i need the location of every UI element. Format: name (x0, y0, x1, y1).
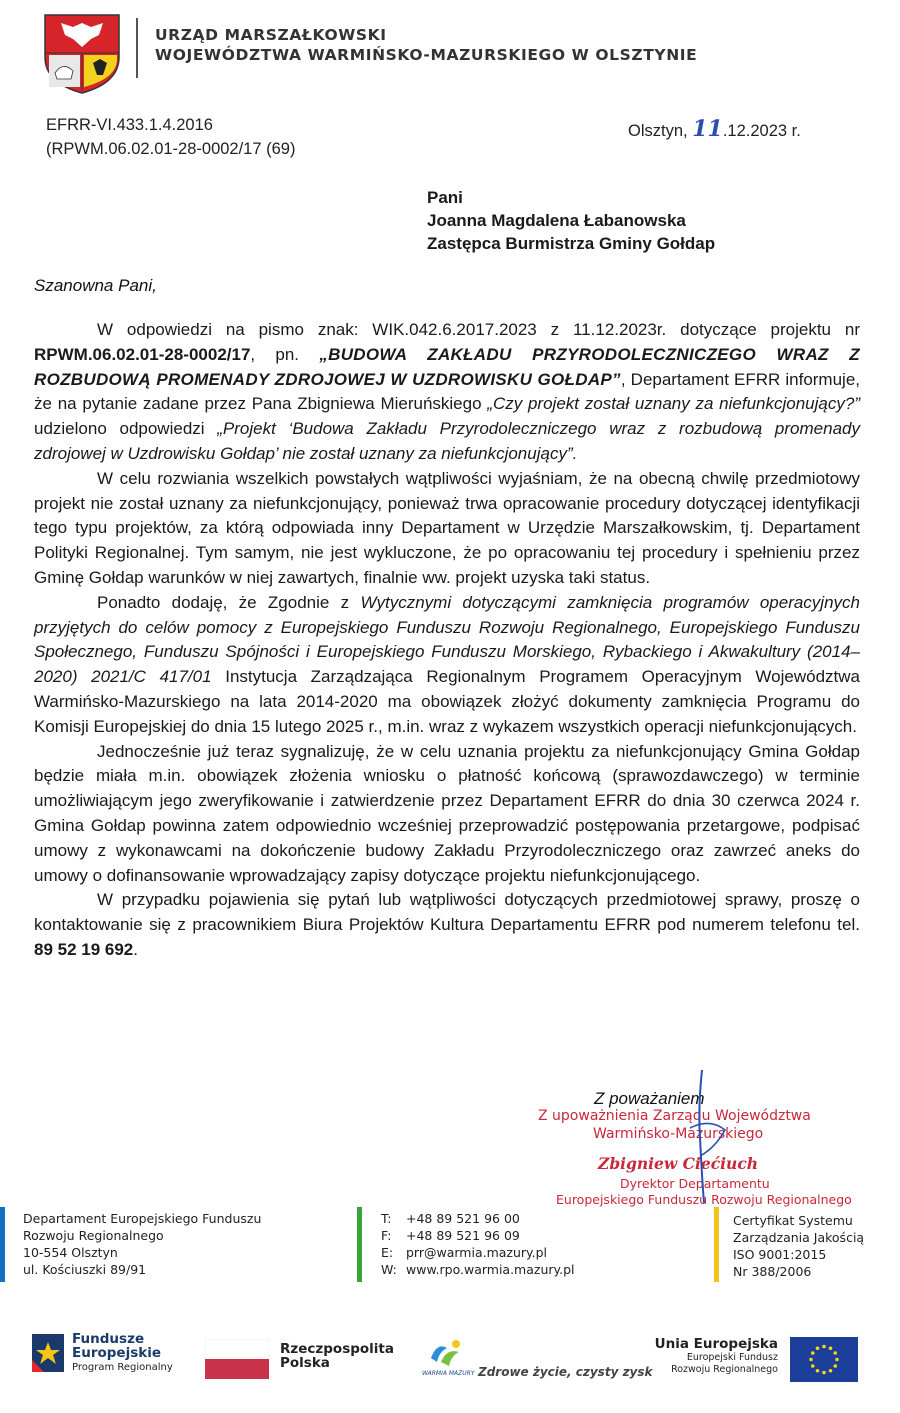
fundusze-europejskie-logo (30, 1330, 66, 1376)
footer-department: Departament Europejskiego Funduszu Rozwoju Regionalnego 10-554 Olsztyn ul. Kościuszki 89/91 (23, 1211, 262, 1277)
coat-of-arms-logo (43, 13, 121, 95)
letter-date (628, 116, 801, 142)
footer-contact (381, 1210, 575, 1278)
eu-flag-icon (790, 1337, 858, 1382)
footer-bar-yellow (714, 1207, 719, 1282)
stamp-voivodeship: Warmińsko-Mazurskiego (593, 1126, 764, 1142)
paragraph-2: W celu rozwiania wszelkich powstałych wątpliwości wyjaśniam, że na obecną chwilę przedmiotowy projekt nie został uznany za niefunkcjonujący, ponieważ trwa opracowanie procedury dotyczącej identyfikacji tego typu projektów, za którą odpowiada inny Departament w Urzędzie Marszałkowskim, tj. Departament Polityki Regionalnej. Tym samym, nie jest wykluczone, że po opracowaniu tej procedury i spełnieniu przez Gminę Gołdap warunków w niej zawartych, finalnie ww. projekt uzyska taki status. (34, 468, 860, 587)
handwritten-signature (630, 1068, 750, 1208)
footer-bar-green (357, 1207, 362, 1282)
eu-star-icon (816, 1369, 820, 1373)
paragraph-4: Jednocześnie już teraz sygnalizuję, że w celu uznania projektu za niefunkcjonujący Gmina Gołdap będzie miała m.in. obowiązek złożenia wniosku o płatność końcową (sprawozdawczego) w terminie umożliwiającym jego zweryfikowanie i zatwierdzenie przez Departament EFRR do dnia 30 czerwca 2024 r. Gmina Gołdap powinna zatem odpowiednio wcześniej przeprowadzić postępowania przetargowe, podpisać umowy z wykonawcami na dokończenie budowy Zakładu Przyrodoleczniczego oraz zawrzeć aneks do umowy o dofinansowanie wprowadzający zapisy dotyczące projektu niefunkcjonującego. (34, 741, 860, 885)
stamp-department: Europejskiego Funduszu Rozwoju Regionalnego (556, 1192, 852, 1207)
rzeczpospolita-polska-text: Rzeczpospolita Polska (280, 1341, 394, 1371)
eu-star-icon (822, 1371, 826, 1375)
addressee-name: Joanna Magdalena Łabanowska (427, 211, 686, 230)
contact-fax: F: +48 89 521 96 09 (381, 1228, 520, 1243)
header-divider (136, 18, 138, 78)
fundusze-europejskie-text: Fundusze Europejskie Program Regionalny (72, 1331, 173, 1373)
date-day-handwritten: 11 (692, 116, 723, 142)
eu-star-icon (835, 1358, 839, 1362)
project-title: „BUDOWA ZAKŁADU PRZYRODOLECZNICZEGO WRAZ Z ROZBUDOWĄ PROMENADY ZDROJOWEJ W UZDROWISKU GOŁDAP” (34, 344, 860, 389)
polish-flag-icon (205, 1339, 269, 1379)
contact-phone: T: +48 89 521 96 00 (381, 1211, 520, 1226)
date-rest: .12.2023 r. (722, 122, 801, 140)
quoted-answer: „Projekt ‘Budowa Zakładu Przyrodoleczniczego wraz z rozbudową promenady zdrojowej w Uzdrowisku Gołdap’ nie został uznany za niefunkcjonujący”. (34, 419, 860, 463)
project-number: RPWM.06.02.01-28-0002/17 (34, 344, 251, 364)
footer-certificate: Certyfikat Systemu Zarządzania Jakością ISO 9001:2015 Nr 388/2006 (733, 1213, 865, 1279)
quoted-question: „Czy projekt został uznany za niefunkcjonujący?” (487, 394, 860, 414)
eu-star-icon (829, 1346, 833, 1350)
reference-project: (RPWM.06.02.01-28-0002/17 (69) (46, 140, 296, 158)
footer-bar-blue (0, 1207, 5, 1282)
reference-number: EFRR-VI.433.1.4.2016 (46, 116, 213, 134)
eu-star-icon (833, 1351, 837, 1355)
paragraph-5: W przypadku pojawienia się pytań lub wątpliwości dotyczących przedmiotowej sprawy, proszę o kontaktowanie się z pracownikiem Biura Projektów Kultura Departamentu EFRR pod numerem telefonu tel. 89 52 19 692. (34, 890, 860, 959)
contact-email: E: prr@warmia.mazury.pl (381, 1245, 548, 1260)
paragraph-1: W odpowiedzi na pismo znak: WIK.042.6.2017.2023 z 11.12.2023r. dotyczące projektu nr RPWM.06.02.01-28-0002/17, pn. „BUDOWA ZAKŁADU PRZYRODOLECZNICZEGO WRAZ Z ROZBUDOWĄ PROMENADY ZDROJOWEJ W UZDROWISKU GOŁDAP”, Departament EFRR informuje, że na pytanie zadane przez Pana Zbigniewa Mieruńskiego „Czy projekt został uznany za niefunkcjonujący?” udzielono odpowiedzi „Projekt ‘Budowa Zakładu Przyrodoleczniczego wraz z rozbudową promenady zdrojowej w Uzdrowisku Gołdap’ nie został uznany za niefunkcjonujący”. (34, 320, 861, 463)
eu-star-icon (816, 1346, 820, 1350)
salutation: Szanowna Pani, (34, 276, 157, 295)
addressee-position: Zastępca Burmistrza Gminy Gołdap (427, 234, 716, 253)
paragraph-3: Ponadto dodaję, że Zgodnie z Wytycznymi dotyczącymi zamknięcia programów operacyjnych przyjętych do celów pomocy z Europejskiego Funduszu Rozwoju Regionalnego, Europejskiego Funduszu Społecznego, Funduszu Spójności i Europejskiego Funduszu Morskiego, Rybackiego i Akwakultury (2014–2020) 2021/C 417/01 Instytucja Zarządzająca Regionalnym Programem Operacyjnym Województwa Warmińsko-Mazurskiego na lata 2014-2020 ma obowiązek złożyć dokumenty zamknięcia Programu do Komisji Europejskiej do dnia 15 lutego 2025 r., m.in. wraz z wykazem wszystkich operacji niefunkcjonujących. (34, 592, 860, 736)
stamp-position: Dyrektor Departamentu (620, 1176, 770, 1191)
stamp-authorization: Z upoważnienia Zarządu Województwa (538, 1108, 811, 1124)
eu-star-icon (811, 1351, 815, 1355)
office-name-line2: WOJEWÓDZTWA WARMIŃSKO-MAZURSKIEGO W OLSZTYNIE (155, 46, 698, 64)
eu-star-icon (809, 1358, 813, 1362)
eu-star-icon (811, 1364, 815, 1368)
stamp-signatory-name: Zbigniew Ciećiuch (598, 1154, 759, 1173)
closing-regards: Z poważaniem (594, 1089, 705, 1108)
addressee-title: Pani (427, 188, 463, 207)
contact-website: W: www.rpo.warmia.mazury.pl (381, 1262, 575, 1277)
date-city: Olsztyn, (628, 122, 688, 140)
guidelines-title: Wytycznymi dotyczącymi zamknięcia programów operacyjnych przyjętych do celów pomocy z Europejskiego Funduszu Rozwoju Regionalnego, Europejskiego Funduszu Społecznego, Funduszu Spójności i Europejskiego Funduszu Morskiego, Rybackiego i Akwakultury (2014–2020) 2021/C 417/01 (34, 592, 860, 687)
letter-body (34, 318, 860, 963)
unia-europejska-text: Unia Europejska Europejski Fundusz Rozwoju Regionalnego (654, 1336, 778, 1375)
eu-star-icon (829, 1369, 833, 1373)
office-name-line1: URZĄD MARSZAŁKOWSKI (155, 26, 387, 44)
eu-star-icon (833, 1364, 837, 1368)
phone-number: 89 52 19 692 (34, 939, 134, 959)
region-slogan: Zdrowe życie, czysty zysk (478, 1365, 653, 1379)
eu-star-icon (822, 1345, 826, 1349)
warmia-mazury-caption: WARMIA MAZURY (422, 1370, 475, 1377)
